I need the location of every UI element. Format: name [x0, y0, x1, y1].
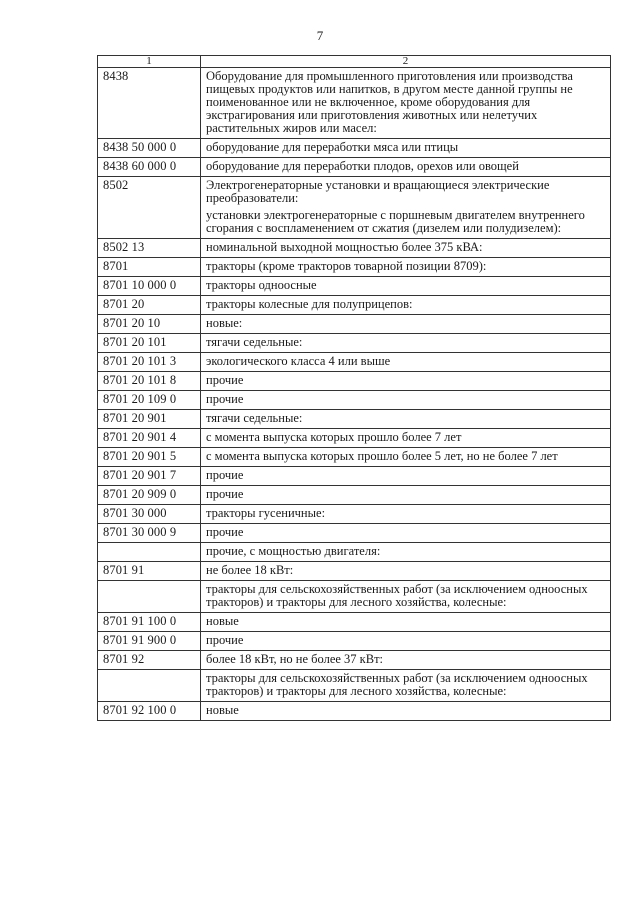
commodity-description-cell — [201, 139, 611, 158]
table-row — [98, 543, 611, 562]
commodity-code-cell: 8701 20 901 4 — [98, 429, 201, 448]
table-row — [98, 334, 611, 353]
table-row — [98, 632, 611, 651]
description-paragraph: тракторы одноосные — [206, 278, 317, 292]
commodity-description-cell — [201, 562, 611, 581]
table-row — [98, 139, 611, 158]
commodity-code-cell: 8701 92 100 0 — [98, 702, 201, 721]
commodity-description-cell — [201, 334, 611, 353]
table-row — [98, 177, 611, 239]
commodity-code-cell: 8438 — [98, 68, 201, 139]
table-row — [98, 68, 611, 139]
table-body — [98, 68, 611, 721]
description-paragraph: прочие — [206, 633, 244, 647]
commodity-description-cell — [201, 296, 611, 315]
commodity-description-cell — [201, 613, 611, 632]
commodity-code-cell: 8701 10 000 0 — [98, 277, 201, 296]
description-paragraph: прочие — [206, 525, 244, 539]
commodity-description-cell — [201, 543, 611, 562]
table-row — [98, 562, 611, 581]
description-paragraph: прочие — [206, 392, 244, 406]
column-header-code: 1 — [98, 56, 201, 68]
table-row — [98, 486, 611, 505]
commodity-description-cell — [201, 670, 611, 702]
commodity-code-cell: 8701 20 109 0 — [98, 391, 201, 410]
commodity-description-cell — [201, 277, 611, 296]
description-paragraph: прочие — [206, 468, 244, 482]
commodity-description-cell — [201, 372, 611, 391]
description-paragraph: тракторы (кроме тракторов товарной позиции 8709): — [206, 259, 487, 273]
commodity-code-cell — [98, 670, 201, 702]
table-row — [98, 613, 611, 632]
description-paragraph: прочие — [206, 373, 244, 387]
table-row — [98, 372, 611, 391]
table-row — [98, 505, 611, 524]
description-paragraph: тракторы для сельскохозяйственных работ (за исключением одноосных тракторов) и тракторы для лесного хозяйства, колесные: — [206, 671, 588, 698]
commodity-description-cell — [201, 524, 611, 543]
commodity-description-cell — [201, 651, 611, 670]
table-row — [98, 467, 611, 486]
commodity-code-cell: 8701 91 100 0 — [98, 613, 201, 632]
commodity-code-cell: 8701 91 900 0 — [98, 632, 201, 651]
table-row — [98, 353, 611, 372]
commodity-code-cell — [98, 581, 201, 613]
commodity-description-cell — [201, 315, 611, 334]
commodity-description-cell — [201, 177, 611, 239]
column-header-description: 2 — [201, 56, 611, 68]
commodity-description-cell — [201, 702, 611, 721]
table-row — [98, 524, 611, 543]
description-paragraph: установки электрогенераторные с поршневым двигателем внутреннего сгорания с воспламенением от сжатия (дизелем или полудизелем): — [206, 208, 585, 235]
commodity-description-cell — [201, 505, 611, 524]
table-row — [98, 410, 611, 429]
table-row — [98, 391, 611, 410]
commodity-code-cell — [98, 543, 201, 562]
commodity-description-cell — [201, 448, 611, 467]
description-paragraph: номинальной выходной мощностью более 375 кВА: — [206, 240, 483, 254]
table-header-row — [98, 56, 611, 68]
description-paragraph: оборудование для переработки мяса или птицы — [206, 140, 459, 154]
table-row — [98, 651, 611, 670]
description-paragraph: тягачи седельные: — [206, 335, 303, 349]
description-paragraph: прочие — [206, 487, 244, 501]
commodity-code-cell: 8701 20 10 — [98, 315, 201, 334]
description-paragraph: не более 18 кВт: — [206, 563, 294, 577]
table-row — [98, 670, 611, 702]
description-paragraph: тракторы для сельскохозяйственных работ (за исключением одноосных тракторов) и тракторы для лесного хозяйства, колесные: — [206, 582, 588, 609]
commodity-code-cell: 8701 91 — [98, 562, 201, 581]
description-paragraph: тракторы колесные для полуприцепов: — [206, 297, 413, 311]
table-row — [98, 702, 611, 721]
table-row — [98, 581, 611, 613]
description-paragraph: новые — [206, 703, 239, 717]
description-paragraph: более 18 кВт, но не более 37 кВт: — [206, 652, 384, 666]
commodity-code-cell: 8502 13 — [98, 239, 201, 258]
description-paragraph: с момента выпуска которых прошло более 7 лет — [206, 430, 462, 444]
commodity-description-cell — [201, 467, 611, 486]
description-paragraph: новые — [206, 614, 239, 628]
page-number: 7 — [316, 28, 324, 43]
commodity-code-cell: 8701 20 — [98, 296, 201, 315]
tariff-code-table — [97, 55, 611, 721]
commodity-code-cell: 8701 20 101 — [98, 334, 201, 353]
commodity-code-cell: 8701 20 901 — [98, 410, 201, 429]
description-paragraph: Электрогенераторные установки и вращающиеся электрические преобразователи: — [206, 178, 550, 205]
commodity-code-cell: 8438 50 000 0 — [98, 139, 201, 158]
commodity-code-cell: 8701 30 000 9 — [98, 524, 201, 543]
commodity-description-cell — [201, 68, 611, 139]
commodity-description-cell — [201, 258, 611, 277]
description-paragraph: Оборудование для промышленного приготовления или производства пищевых продуктов или напитков, в другом месте данной группы не поименованное или не включенное, кроме оборудования для экстрагирования или приготовления животных или нелетучих растительных жиров или масел: — [206, 69, 573, 135]
commodity-description-cell — [201, 429, 611, 448]
commodity-description-cell — [201, 632, 611, 651]
commodity-code-cell: 8701 — [98, 258, 201, 277]
table-row — [98, 258, 611, 277]
commodity-code-cell: 8502 — [98, 177, 201, 239]
description-paragraph: с момента выпуска которых прошло более 5 лет, но не более 7 лет — [206, 449, 558, 463]
table-row — [98, 429, 611, 448]
commodity-code-cell: 8701 20 909 0 — [98, 486, 201, 505]
description-paragraph: прочие, с мощностью двигателя: — [206, 544, 381, 558]
commodity-description-cell — [201, 410, 611, 429]
description-paragraph: тракторы гусеничные: — [206, 506, 326, 520]
commodity-description-cell — [201, 353, 611, 372]
commodity-description-cell — [201, 486, 611, 505]
commodity-description-cell — [201, 391, 611, 410]
commodity-code-cell: 8701 20 101 8 — [98, 372, 201, 391]
commodity-description-cell — [201, 581, 611, 613]
commodity-code-cell: 8701 20 901 7 — [98, 467, 201, 486]
table-row — [98, 296, 611, 315]
table-row — [98, 239, 611, 258]
commodity-description-cell — [201, 239, 611, 258]
table-row — [98, 315, 611, 334]
description-paragraph: экологического класса 4 или выше — [206, 354, 391, 368]
table-row — [98, 158, 611, 177]
commodity-description-cell — [201, 158, 611, 177]
commodity-code-cell: 8438 60 000 0 — [98, 158, 201, 177]
description-paragraph: оборудование для переработки плодов, орехов или овощей — [206, 159, 519, 173]
description-paragraph: новые: — [206, 316, 243, 330]
description-paragraph: тягачи седельные: — [206, 411, 303, 425]
table-row — [98, 448, 611, 467]
commodity-code-cell: 8701 20 101 3 — [98, 353, 201, 372]
commodity-code-cell: 8701 30 000 — [98, 505, 201, 524]
commodity-code-cell: 8701 92 — [98, 651, 201, 670]
commodity-code-cell: 8701 20 901 5 — [98, 448, 201, 467]
table-row — [98, 277, 611, 296]
